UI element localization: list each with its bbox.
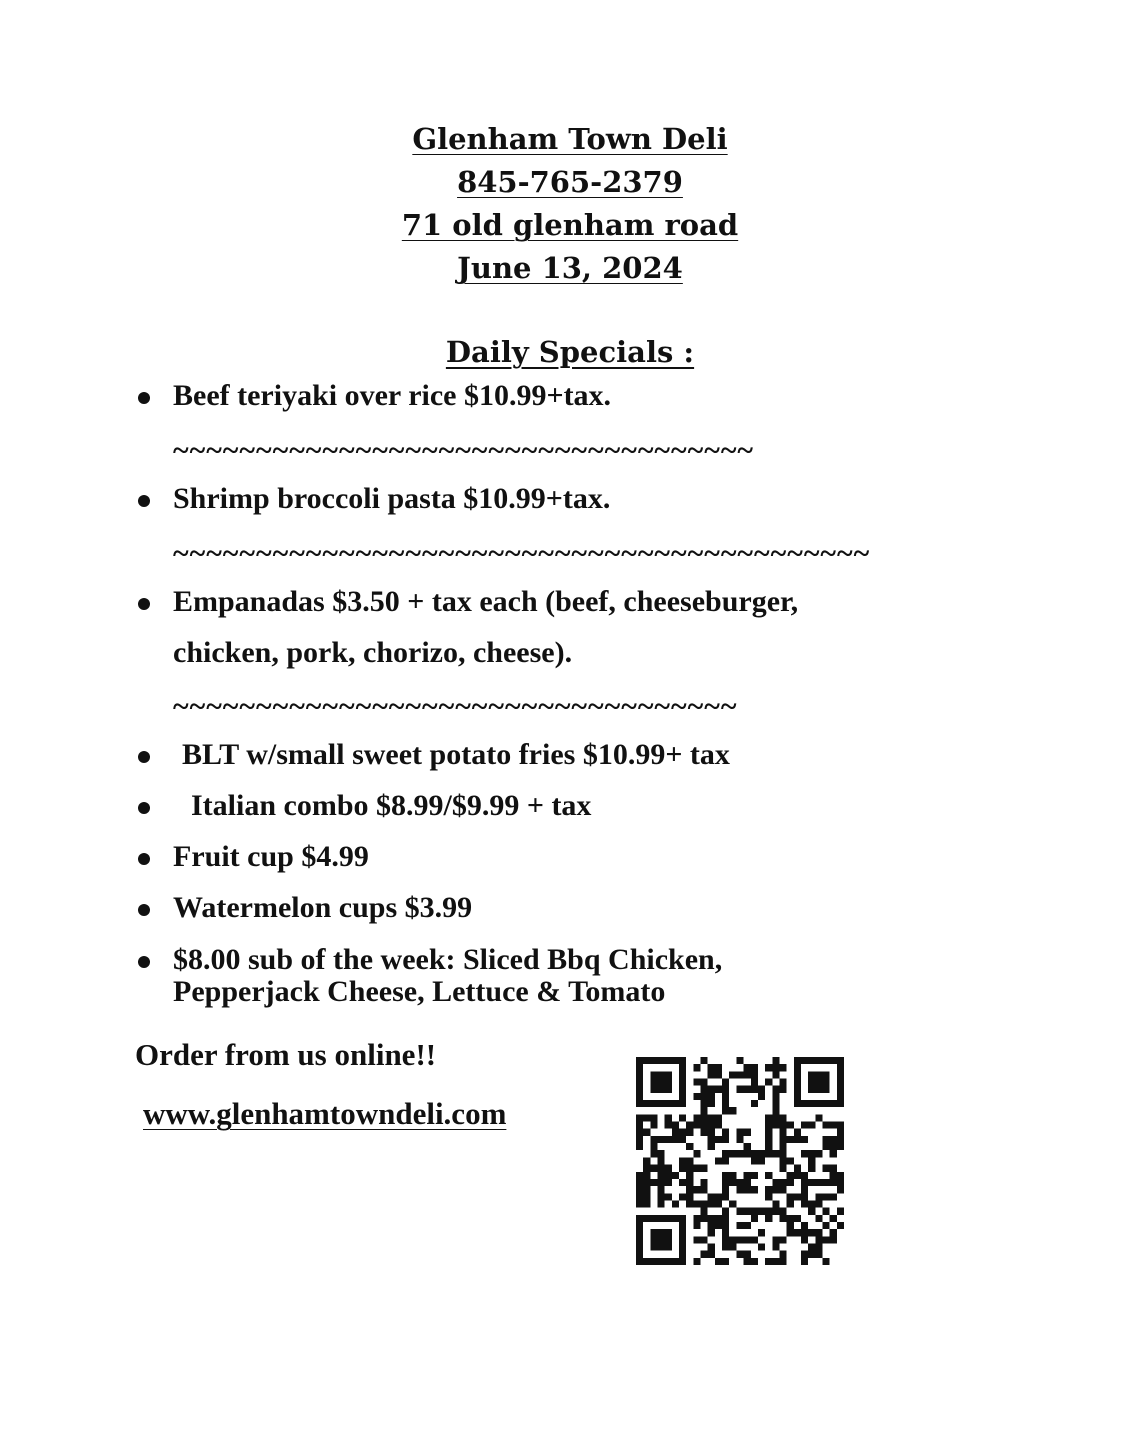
item-text: Shrimp broccoli pasta $10.99+tax. [173, 482, 611, 515]
separator: ~~~~~~~~~~~~~~~~~~~~~~~~~~~~~~~~~~ [173, 690, 738, 723]
website-link[interactable]: www.glenhamtowndeli.com [143, 1096, 507, 1131]
date: June 13, 2024 [457, 251, 683, 285]
item-text: Watermelon cups $3.99 [173, 891, 473, 924]
bullet-icon [138, 495, 150, 507]
specials-title: Daily Specials : [445, 335, 695, 369]
bullet-icon [138, 598, 150, 610]
item-text: Empanadas $3.50 + tax each (beef, cheeseburger, [173, 585, 799, 618]
separator: ~~~~~~~~~~~~~~~~~~~~~~~~~~~~~~~~~~~ [173, 434, 755, 467]
item-text: Beef teriyaki over rice $10.99+tax. [173, 379, 612, 412]
item-text: $8.00 sub of the week: Sliced Bbq Chicken, [173, 943, 723, 976]
item-text: BLT w/small sweet potato fries $10.99+ tax [182, 738, 730, 771]
bullet-icon [138, 392, 150, 404]
bullet-icon [138, 751, 150, 763]
phone-number: 845-765-2379 [457, 165, 683, 199]
qr-code-icon[interactable] [636, 1057, 844, 1265]
bullet-icon [138, 802, 150, 814]
bullet-icon [138, 853, 150, 865]
item-text: Fruit cup $4.99 [173, 840, 369, 873]
order-online-text: Order from us online!! [135, 1037, 437, 1072]
bullet-icon [138, 956, 150, 968]
header [0, 118, 1140, 290]
address: 71 old glenham road [401, 208, 739, 242]
item-text: Pepperjack Cheese, Lettuce & Tomato [173, 975, 666, 1008]
item-text: Italian combo $8.99/$9.99 + tax [191, 789, 592, 822]
separator: ~~~~~~~~~~~~~~~~~~~~~~~~~~~~~~~~~~~~~~~~~~ [173, 537, 871, 570]
bullet-icon [138, 904, 150, 916]
item-text: chicken, pork, chorizo, cheese). [173, 636, 573, 669]
deli-name: Glenham Town Deli [412, 122, 728, 156]
